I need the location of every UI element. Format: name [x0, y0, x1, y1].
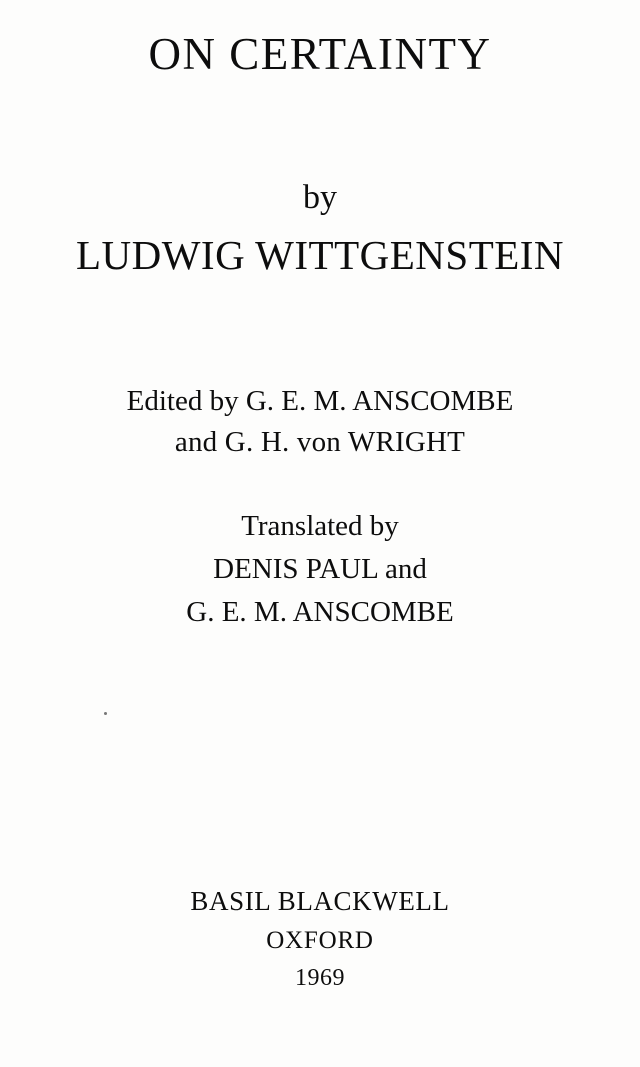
- translated-by-label: Translated by: [241, 510, 399, 542]
- page-title: ON CERTAINTY: [148, 29, 492, 79]
- publisher-name: BASIL BLACKWELL: [190, 886, 450, 916]
- translators-block: [0, 505, 640, 634]
- editors-line-2: and G. H. von WRIGHT: [174, 426, 466, 459]
- imprint-block: [0, 885, 640, 992]
- by-label: by: [303, 179, 337, 216]
- author-name: LUDWIG WITTGENSTEIN: [75, 232, 565, 278]
- editors-block: [0, 381, 640, 463]
- translators-line-2: G. E. M. ANSCOMBE: [186, 595, 454, 628]
- publisher-city: OXFORD: [266, 926, 374, 954]
- publication-year: 1969: [295, 965, 345, 991]
- editors-line-1: Edited by G. E. M. ANSCOMBE: [126, 385, 514, 417]
- page-speck-mark: [104, 712, 107, 715]
- translators-line-1: DENIS PAUL and: [213, 552, 427, 585]
